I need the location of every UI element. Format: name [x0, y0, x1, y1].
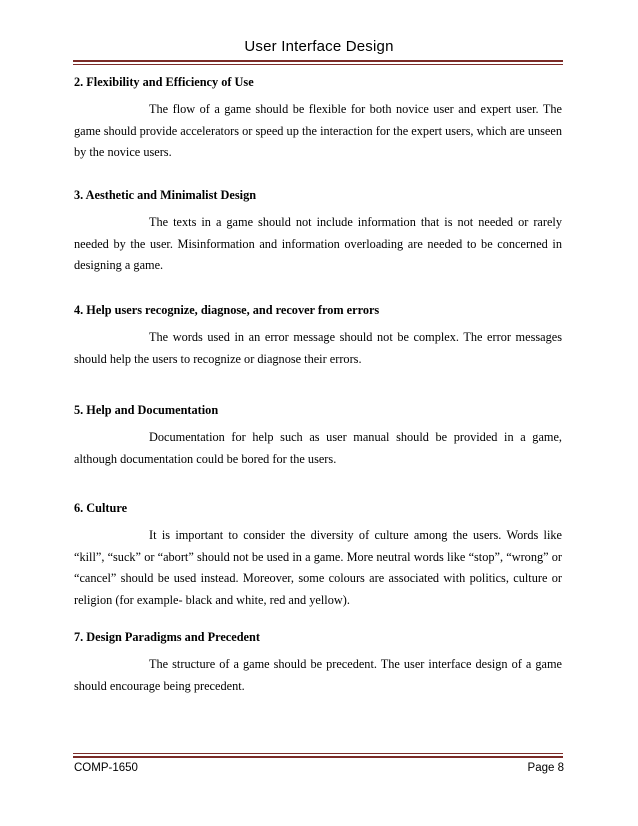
section-heading: 5. Help and Documentation	[74, 403, 219, 417]
section-body: The structure of a game should be precedent. The user interface design of a game should encourage being precedent.	[74, 657, 562, 693]
header-title: User Interface Design	[244, 38, 394, 55]
page-number: Page 8	[527, 762, 564, 774]
section-documentation	[74, 402, 562, 466]
header-rule	[73, 60, 563, 62]
footer-rule	[73, 756, 563, 758]
footer-course-code: COMP-1650	[74, 762, 138, 774]
section-design-paradigms	[74, 629, 562, 693]
section-errors	[74, 302, 562, 366]
section-culture	[74, 500, 562, 607]
section-body: It is important to consider the diversity of culture among the users. Words like “kill”, “suck” or “abort” should not be used in a game. More neutral words like “stop”, “wrong” or “cancel” should be used instead. Moreover, some colours are associated with politics, culture or religion (for example- black and white, red and yellow).	[74, 528, 562, 607]
section-heading: 4. Help users recognize, diagnose, and recover from errors	[74, 303, 380, 317]
section-heading: 7. Design Paradigms and Precedent	[74, 630, 260, 644]
section-flexibility	[74, 74, 562, 160]
section-aesthetic	[74, 187, 562, 273]
section-body: Documentation for help such as user manual should be provided in a game, although documentation could be bored for the users.	[74, 430, 562, 466]
section-heading: 2. Flexibility and Efficiency of Use	[74, 75, 254, 89]
section-body: The texts in a game should not include information that is not needed or rarely needed by the user. Misinformation and information overloading are needed to be concerned in designing a game.	[74, 215, 562, 273]
section-body: The flow of a game should be flexible for both novice user and expert user. The game should provide accelerators or speed up the interaction for the expert users, which are unseen by the novice users.	[74, 102, 562, 160]
section-heading: 6. Culture	[74, 501, 128, 515]
header-rule-thin	[73, 64, 563, 65]
section-body: The words used in an error message should not be complex. The error messages should help the users to recognize or diagnose their errors.	[74, 330, 562, 366]
section-heading: 3. Aesthetic and Minimalist Design	[74, 188, 257, 202]
footer-rule-thin	[73, 753, 563, 754]
